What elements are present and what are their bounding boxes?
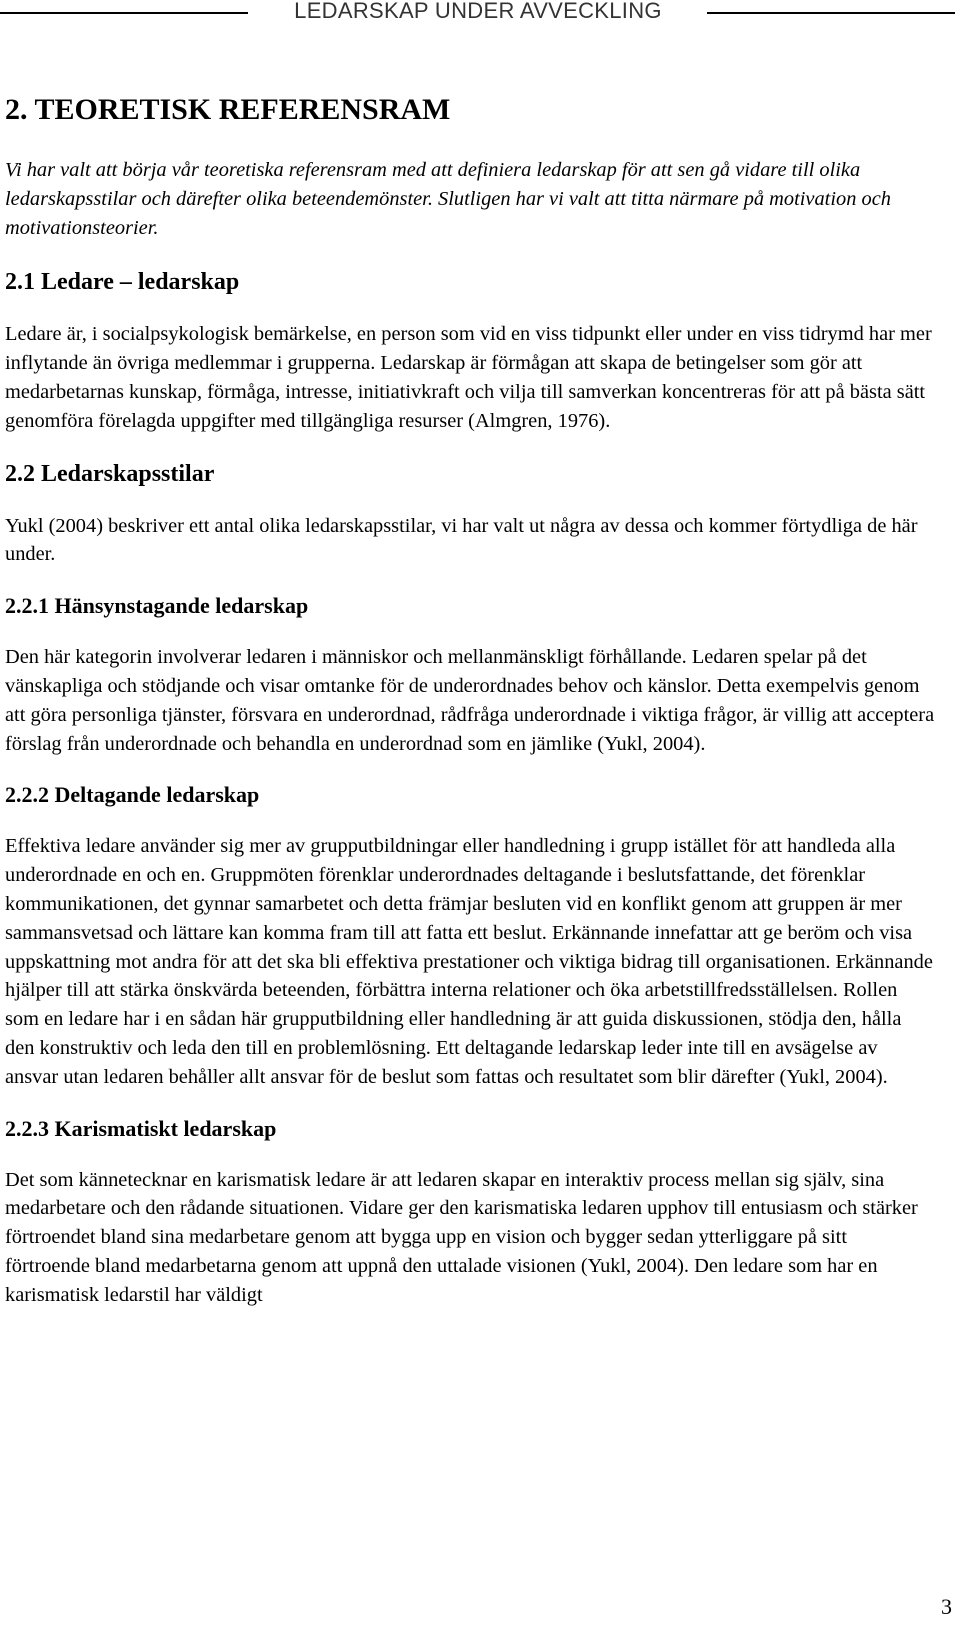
section-heading-2-2: 2.2 Ledarskapsstilar — [5, 460, 215, 487]
running-title: LEDARSKAP UNDER AVVECKLING — [294, 0, 662, 23]
section-body-2-2: Yukl (2004) beskriver ett antal olika ledarskapsstilar, vi har valt ut några av dessa och kommer förtydliga de här under. — [5, 514, 918, 566]
subsection-body-2-2-1: Den här kategorin involverar ledaren i människor och mellanmänskligt förhållande. Ledaren spelar på det vänskapliga och stödjande och visar omtanke för de underordnades behov och känslor. Detta exempelvis genom att göra personliga tjänster, försvara en underordnad, rådfråga underordnade i viktiga frågor, är villig att acceptera förslag från underordnade och behandla en underordnad som en jämlike (Yukl, 2004). — [5, 646, 935, 755]
chapter-intro: Vi har valt att börja vår teoretiska referensram med att definiera ledarskap för att sen gå vidare till olika ledarskapsstilar och därefter olika beteendemönster. Slutligen har vi valt att titta närmare på motivation och motivationsteorier. — [5, 159, 891, 239]
section-body-2-1: Ledare är, i socialpsykologisk bemärkelse, en person som vid en viss tidpunkt eller under en viss tidrymd har mer inflytande än övriga medlemmar i grupperna. Ledarskap är förmågan att skapa de betingelser som gör att medarbetarnas kunskap, förmåga, intresse, initiativkraft och vilja till samverkan koncentreras för att på bästa sätt genomföra förelagda uppgifter med tillgängliga resurser (Almgren, 1976). — [5, 323, 932, 432]
page-body — [5, 90, 935, 1332]
subsection-heading-2-2-1: 2.2.1 Hänsynstagande ledarskap — [5, 593, 309, 619]
page-number: 3 — [941, 1594, 952, 1619]
chapter-title: 2. TEORETISK REFERENSRAM — [5, 93, 451, 126]
running-header — [0, 0, 960, 26]
subsection-heading-2-2-2: 2.2.2 Deltagande ledarskap — [5, 782, 260, 808]
section-heading-2-1: 2.1 Ledare – ledarskap — [5, 269, 240, 296]
header-rule-right — [707, 12, 955, 14]
header-rule-left — [0, 12, 248, 14]
subsection-heading-2-2-3: 2.2.3 Karismatiskt ledarskap — [5, 1115, 277, 1141]
subsection-body-2-2-3: Det som kännetecknar en karismatisk ledare är att ledaren skapar en interaktiv process mellan sig själv, sina medarbetare och den rådande situationen. Vidare ger den karismatiska ledaren upphov till entusiasm och stärker förtroendet bland sina medarbetare genom att bygga upp en vision och bygger sedan ytterliggare på sitt förtroende bland medarbetarna genom att uppnå den uttalade visionen (Yukl, 2004). Den ledare som har en karismatisk ledarstil har väldigt — [5, 1168, 918, 1306]
subsection-body-2-2-2: Effektiva ledare använder sig mer av grupputbildningar eller handledning i grupp istället för att handleda alla underordnade en och en. Gruppmöten förenklar underordnades deltagande i beslutsfattande, det förenklar kommunikationen, det gynnar samarbetet och detta främjar besluten vid en konflikt genom att gruppen är mer sammansvetsad och lättare kan komma fram till att fatta ett beslut. Erkännande innefattar att ge beröm och visa uppskattning mot andra för att det ska bli effektiva prestationer och viktiga bidrag till organisationen. Erkännande hjälper till att stärka önskvärda beteenden, förbättra interna relationer och öka arbetstillfredsställelsen. Rollen som en ledare har i en sådan här grupputbildning eller handledning är att guida diskussionen, stödja den, hålla den konstruktiv och leda den till en problemlösning. Ett deltagande ledarskap leder inte till en avsägelse av ansvar utan ledaren behåller allt ansvar för de beslut som fattas och resultatet som blir därefter (Yukl, 2004). — [5, 835, 933, 1088]
